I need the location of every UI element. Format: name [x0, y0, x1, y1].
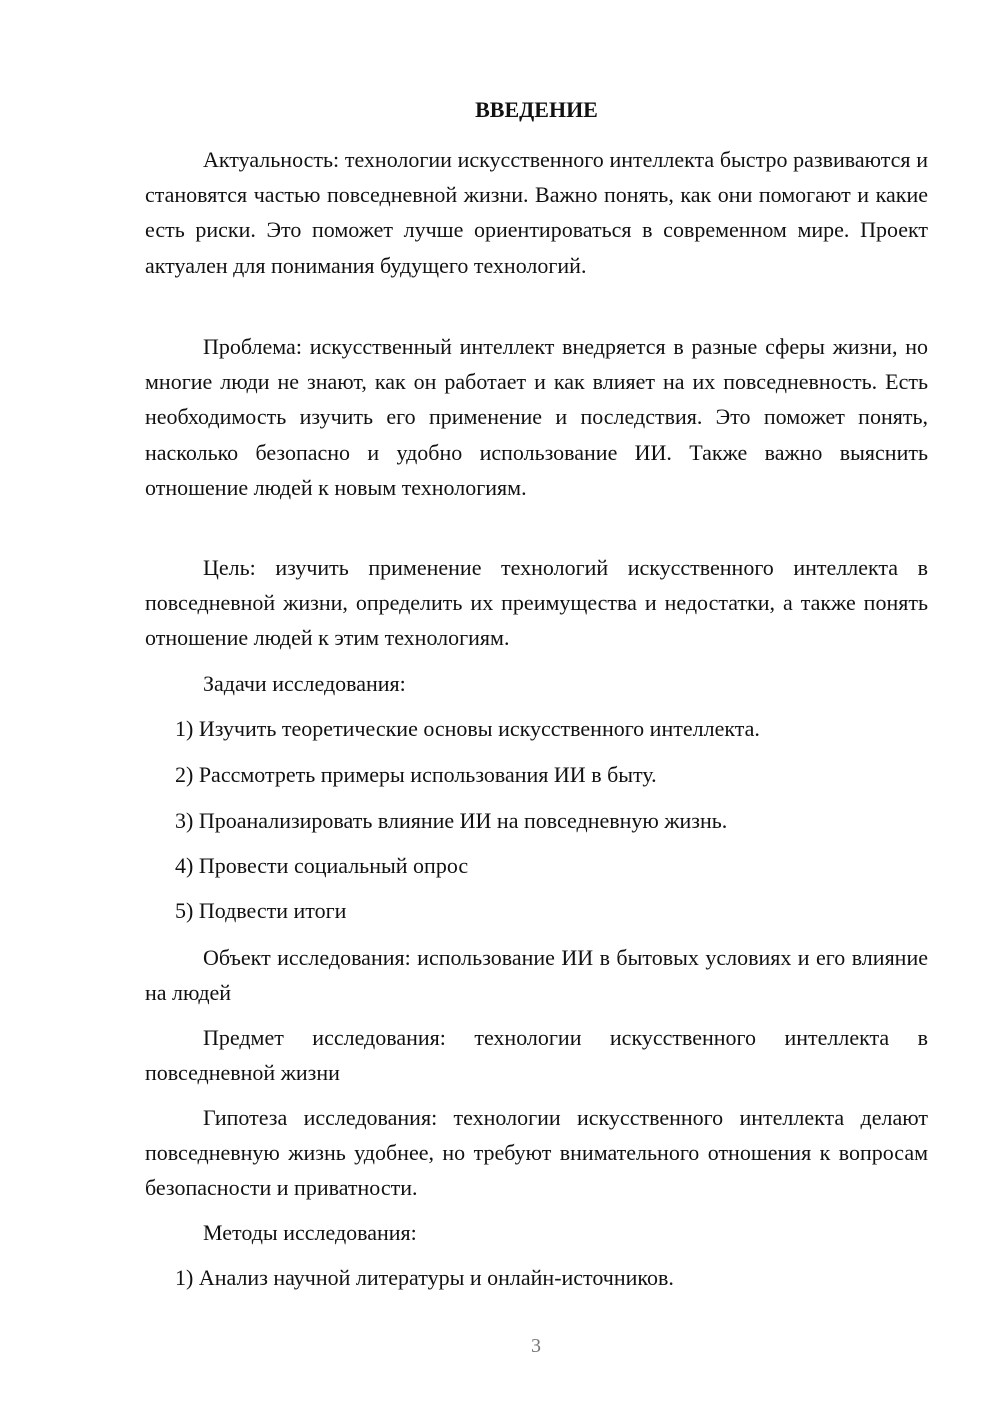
task-item: 2) Рассмотреть примеры использования ИИ в быту. — [175, 762, 657, 787]
subject-paragraph: Предмет исследования: технологии искусственного интеллекта в повседневной жизни — [145, 1025, 928, 1086]
method-item: 1) Анализ научной литературы и онлайн-источников. — [175, 1265, 674, 1290]
task-item: 4) Провести социальный опрос — [175, 853, 469, 878]
tasks-heading: Задачи исследования: — [203, 671, 406, 696]
hypothesis-paragraph: Гипотеза исследования: технологии искусственного интеллекта делают повседневную жизнь удобнее, но требуют внимательного отношения к вопросам безопасности и приватности. — [145, 1105, 928, 1201]
task-item: 1) Изучить теоретические основы искусственного интеллекта. — [175, 716, 760, 741]
relevance-paragraph: Актуальность: технологии искусственного интеллекта быстро развиваются и становятся частью повседневной жизни. Важно понять, как они помогают и какие есть риски. Это поможет лучше ориентироваться в современном мире. Проект актуален для понимания будущего технологий. — [145, 147, 928, 278]
goal-paragraph: Цель: изучить применение технологий искусственного интеллекта в повседневной жизни, определить их преимущества и недостатки, а также понять отношение людей к этим технологиям. — [145, 555, 928, 651]
methods-heading: Методы исследования: — [203, 1220, 417, 1245]
object-paragraph: Объект исследования: использование ИИ в бытовых условиях и его влияние на людей — [145, 945, 928, 1006]
page-number: 3 — [531, 1335, 541, 1357]
task-item: 5) Подвести итоги — [175, 898, 347, 923]
section-title: ВВЕДЕНИЕ — [475, 97, 598, 122]
problem-paragraph: Проблема: искусственный интеллект внедряется в разные сферы жизни, но многие люди не знают, как он работает и как влияет на их повседневность. Есть необходимость изучить его применение и последствия. Это поможет понять, насколько безопасно и удобно использование ИИ. Также важно выяснить отношение людей к новым технологиям. — [145, 334, 928, 500]
task-item: 3) Проанализировать влияние ИИ на повседневную жизнь. — [175, 808, 728, 833]
